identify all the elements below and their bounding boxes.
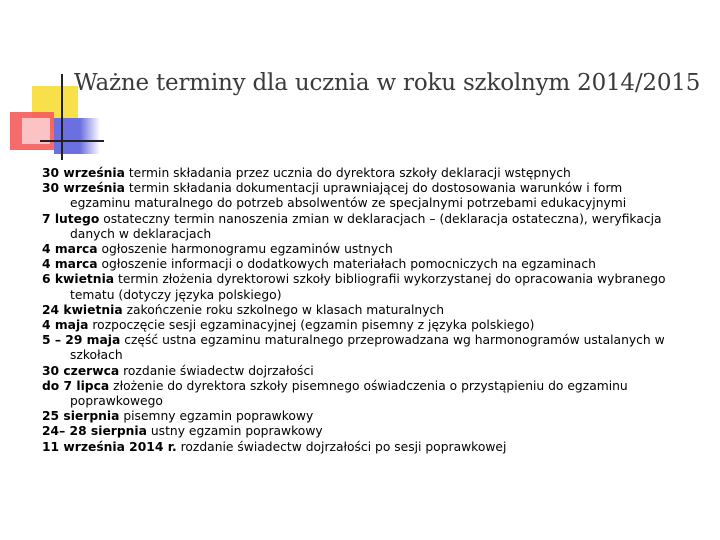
item-text: ustny egzamin poprawkowy <box>150 424 323 439</box>
item-text: zakończenie roku szkolnego w klasach maturalnych <box>126 302 445 317</box>
list-item <box>42 409 682 424</box>
item-date: 4 maja <box>42 318 89 333</box>
item-text: termin składania przez ucznia do dyrektora szkoły deklaracji wstępnych <box>128 166 571 180</box>
item-date: 24– 28 sierpnia <box>42 424 147 439</box>
list-item <box>42 242 682 257</box>
item-text: ogłoszenie harmonogramu egzaminów ustnych <box>101 242 393 257</box>
item-date: 5 – 29 maja <box>42 333 121 348</box>
decor-horizontal-line <box>40 140 104 142</box>
list-item <box>42 257 682 272</box>
list-item <box>42 166 682 181</box>
item-date: 6 kwietnia <box>42 272 115 287</box>
item-date: 4 marca <box>42 242 98 257</box>
deadline-list <box>42 166 682 455</box>
item-date: 30 września <box>42 181 125 196</box>
item-date: 30 czerwca <box>42 363 120 378</box>
item-text: część ustna egzaminu maturalnego przeprowadzana wg harmonogramów ustalanych w szkołach <box>70 333 665 363</box>
item-text: rozdanie świadectw dojrzałości <box>123 363 314 378</box>
list-item <box>42 303 682 318</box>
item-text: pisemny egzamin poprawkowy <box>123 409 314 424</box>
item-text: termin składania dokumentacji uprawniającej do dostosowania warunków i form egzaminu maturalnego do potrzeb absolwentów ze specjalnymi potrzebami edukacyjnymi <box>70 181 627 211</box>
list-item <box>42 212 682 242</box>
decor-blue-gradient <box>80 118 100 154</box>
item-date: 25 sierpnia <box>42 409 120 424</box>
item-text: ogłoszenie informacji o dodatkowych materiałach pomocniczych na egzaminach <box>101 257 596 272</box>
list-item <box>42 424 682 439</box>
list-item <box>42 318 682 333</box>
item-text: termin złożenia dyrektorowi szkoły bibliografii wykorzystanej do opracowania wybranego tematu (dotyczy języka polskiego) <box>70 272 666 302</box>
list-item <box>42 181 682 211</box>
item-date: 7 lutego <box>42 211 100 226</box>
item-text: rozpoczęcie sesji egzaminacyjnej (egzamin pisemny z języka polskiego) <box>92 318 535 333</box>
item-text: złożenie do dyrektora szkoły pisemnego oświadczenia o przystąpieniu do egzaminu poprawkowego <box>70 378 628 409</box>
decor-vertical-line <box>61 74 63 160</box>
item-date: 30 września <box>42 166 125 180</box>
item-text: ostateczny termin nanoszenia zmian w deklaracjach – (deklaracja ostateczna), weryfikacja danych w deklaracjach <box>70 211 662 241</box>
item-date: 4 marca <box>42 257 98 272</box>
item-date: do 7 lipca <box>42 378 110 393</box>
list-item <box>42 364 682 379</box>
item-text: rozdanie świadectw dojrzałości po sesji poprawkowej <box>180 439 507 454</box>
list-item <box>42 272 682 302</box>
slide-title: Ważne terminy dla ucznia w roku szkolnym 2014/2015 <box>74 70 701 96</box>
list-item <box>42 333 682 363</box>
list-item <box>42 440 682 455</box>
item-date: 24 kwietnia <box>42 302 123 317</box>
list-item <box>42 379 682 409</box>
item-date: 11 września 2014 r. <box>42 439 177 454</box>
